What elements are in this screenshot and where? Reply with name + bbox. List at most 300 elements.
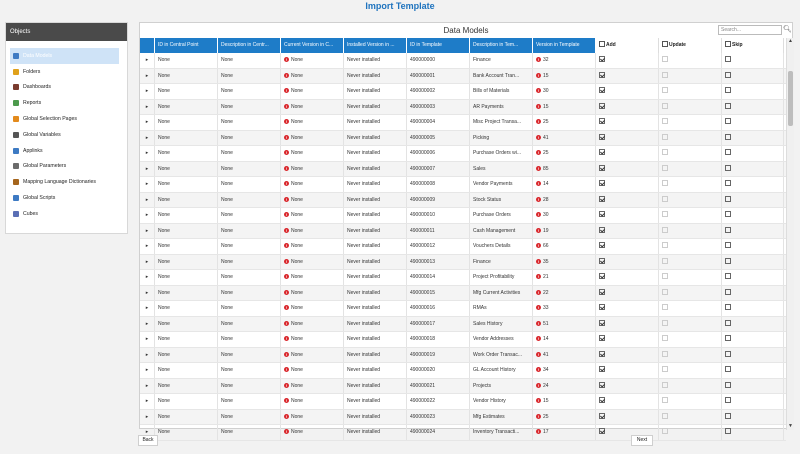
add-cell	[596, 332, 659, 347]
skip-checkbox[interactable]	[725, 196, 731, 202]
expand-row-icon[interactable]: ▸	[140, 286, 155, 301]
version-template-value: 15	[543, 72, 549, 79]
skip-checkbox[interactable]	[725, 273, 731, 279]
column-id-central[interactable]: ID in Central Point	[155, 38, 218, 53]
skip-checkbox[interactable]	[725, 211, 731, 217]
warning-icon: !	[285, 274, 288, 279]
scroll-up-icon[interactable]: ▲	[788, 38, 793, 44]
back-button[interactable]: Back	[138, 435, 158, 446]
id-central-cell: None	[155, 193, 218, 208]
add-cell	[596, 394, 659, 409]
skip-checkbox[interactable]	[725, 134, 731, 140]
desc-template-cell: Vouchers Details	[470, 239, 533, 254]
skip-cell	[722, 348, 784, 363]
version-template-value: 19	[543, 227, 549, 234]
id-central-cell: None	[155, 69, 218, 84]
update-checkbox	[662, 413, 668, 419]
warning-icon: !	[285, 382, 288, 388]
add-checkbox[interactable]	[599, 289, 605, 295]
add-checkbox[interactable]	[599, 134, 605, 140]
skip-checkbox[interactable]	[725, 227, 731, 233]
update-checkbox	[662, 211, 668, 217]
sidebar-item-label: Mapping Language Dictionaries	[23, 179, 96, 186]
current-version-value: None	[291, 429, 303, 435]
current-version-cell	[281, 115, 344, 130]
sidebar-item-global-variables[interactable]	[6, 127, 127, 143]
skip-checkbox[interactable]	[725, 258, 731, 264]
update-checkbox	[662, 118, 668, 124]
warning-icon: !	[537, 289, 540, 295]
expand-row-icon[interactable]: ▸	[140, 193, 155, 208]
installed-version-cell: Never installed	[344, 270, 407, 285]
update-checkbox	[662, 165, 668, 171]
add-checkbox[interactable]	[599, 335, 605, 341]
expand-column-header	[140, 38, 155, 53]
skip-checkbox[interactable]	[725, 397, 731, 403]
table-row[interactable]	[140, 348, 786, 364]
warning-icon: !	[285, 165, 288, 171]
expand-row-icon[interactable]: ▸	[140, 425, 155, 440]
table-row[interactable]	[140, 239, 786, 255]
id-central-cell: None	[155, 177, 218, 192]
update-cell	[659, 131, 722, 146]
update-checkbox	[662, 149, 668, 155]
add-cell	[596, 177, 659, 192]
current-version-cell	[281, 379, 344, 394]
sidebar-item-global-parameters[interactable]	[6, 159, 127, 175]
expand-row-icon[interactable]: ▸	[140, 363, 155, 378]
id-central-cell: None	[155, 425, 218, 440]
update-cell	[659, 363, 722, 378]
add-checkbox[interactable]	[599, 72, 605, 78]
table-row[interactable]	[140, 162, 786, 178]
update-checkbox	[662, 87, 668, 93]
id-template-cell: 490000009	[407, 193, 470, 208]
skip-checkbox[interactable]	[725, 335, 731, 341]
add-checkbox[interactable]	[599, 351, 605, 357]
update-cell	[659, 301, 722, 316]
add-checkbox[interactable]	[599, 366, 605, 372]
installed-version-cell: Never installed	[344, 69, 407, 84]
skip-cell	[722, 410, 784, 425]
desc-template-cell: Bank Account Tran...	[470, 69, 533, 84]
desc-template-cell: RMAs	[470, 301, 533, 316]
warning-icon: !	[537, 336, 540, 341]
objects-sidebar	[5, 22, 128, 234]
installed-version-cell: Never installed	[344, 239, 407, 254]
warning-icon: !	[285, 181, 288, 186]
warning-icon: !	[537, 165, 540, 171]
table-row[interactable]	[140, 270, 786, 286]
expand-row-icon[interactable]: ▸	[140, 270, 155, 285]
expand-row-icon[interactable]: ▸	[140, 146, 155, 161]
current-version-cell	[281, 410, 344, 425]
scroll-down-icon[interactable]: ▼	[788, 423, 793, 429]
table-row[interactable]	[140, 131, 786, 147]
id-central-cell: None	[155, 379, 218, 394]
skip-checkbox[interactable]	[725, 87, 731, 93]
sidebar-item-reports[interactable]	[6, 95, 127, 111]
skip-checkbox[interactable]	[725, 413, 731, 419]
column-installed-version[interactable]: Installed Version in ...	[344, 38, 407, 53]
update-checkbox	[662, 72, 668, 78]
update-cell	[659, 177, 722, 192]
table-row[interactable]	[140, 317, 786, 333]
skip-checkbox[interactable]	[725, 149, 731, 155]
add-cell	[596, 146, 659, 161]
skip-checkbox[interactable]	[725, 382, 731, 388]
add-checkbox[interactable]	[599, 428, 605, 434]
warning-icon: !	[285, 150, 288, 155]
warning-icon: !	[285, 57, 288, 62]
current-version-cell	[281, 239, 344, 254]
desc-central-cell: None	[218, 332, 281, 347]
add-checkbox[interactable]	[599, 103, 605, 109]
warning-icon: !	[537, 57, 540, 62]
add-checkbox[interactable]	[599, 180, 605, 186]
add-checkbox[interactable]	[599, 211, 605, 217]
version-template-cell	[533, 332, 596, 347]
search-icon[interactable]: 🔍︎	[783, 26, 792, 33]
table-row[interactable]	[140, 332, 786, 348]
add-checkbox[interactable]	[599, 149, 605, 155]
warning-icon: !	[285, 398, 288, 403]
skip-cell	[722, 239, 784, 254]
update-checkbox	[662, 351, 668, 357]
skip-checkbox[interactable]	[725, 72, 731, 78]
id-template-cell: 490000024	[407, 425, 470, 440]
update-checkbox	[662, 56, 668, 62]
add-checkbox[interactable]	[599, 304, 605, 310]
version-template-cell	[533, 224, 596, 239]
desc-central-cell: None	[218, 239, 281, 254]
scripts-icon	[13, 195, 19, 201]
current-version-value: None	[291, 165, 303, 172]
desc-central-cell: None	[218, 425, 281, 440]
column-skip[interactable]	[722, 38, 784, 53]
desc-template-cell: Stock Status	[470, 193, 533, 208]
id-template-cell: 490000015	[407, 286, 470, 301]
skip-checkbox[interactable]	[725, 320, 731, 326]
installed-version-cell: Never installed	[344, 379, 407, 394]
desc-template-cell: Project Profitability	[470, 270, 533, 285]
table-row[interactable]	[140, 363, 786, 379]
desc-template-cell: Mfg Estimates	[470, 410, 533, 425]
desc-template-cell: Finance	[470, 255, 533, 270]
current-version-cell	[281, 394, 344, 409]
table-row[interactable]	[140, 255, 786, 271]
applinks-icon	[13, 148, 19, 154]
add-checkbox[interactable]	[599, 87, 605, 93]
add-checkbox[interactable]	[599, 258, 605, 264]
version-template-cell	[533, 53, 596, 68]
desc-template-cell: Picking	[470, 131, 533, 146]
table-row[interactable]	[140, 208, 786, 224]
expand-row-icon[interactable]: ▸	[140, 255, 155, 270]
add-checkbox[interactable]	[599, 413, 605, 419]
update-cell	[659, 239, 722, 254]
desc-central-cell: None	[218, 255, 281, 270]
sidebar-header: Objects	[6, 23, 127, 41]
desc-central-cell: None	[218, 100, 281, 115]
add-all-checkbox[interactable]	[599, 41, 605, 47]
update-cell	[659, 286, 722, 301]
expand-row-icon[interactable]: ▸	[140, 100, 155, 115]
table-row[interactable]	[140, 224, 786, 240]
table-row[interactable]	[140, 286, 786, 302]
column-add[interactable]	[596, 38, 659, 53]
skip-checkbox[interactable]	[725, 56, 731, 62]
sidebar-item-label: Applinks	[23, 147, 43, 154]
expand-row-icon[interactable]: ▸	[140, 410, 155, 425]
id-template-cell: 490000008	[407, 177, 470, 192]
current-version-cell	[281, 224, 344, 239]
id-central-cell: None	[155, 332, 218, 347]
add-checkbox[interactable]	[599, 118, 605, 124]
desc-central-cell: None	[218, 53, 281, 68]
sidebar-item-data-models[interactable]	[10, 48, 119, 64]
desc-template-cell: Purchase Orders	[470, 208, 533, 223]
warning-icon: !	[285, 289, 288, 295]
installed-version-cell: Never installed	[344, 363, 407, 378]
current-version-cell	[281, 270, 344, 285]
installed-version-cell: Never installed	[344, 162, 407, 177]
current-version-value: None	[291, 382, 303, 389]
add-cell	[596, 162, 659, 177]
warning-icon: !	[285, 72, 288, 78]
add-cell	[596, 100, 659, 115]
skip-checkbox[interactable]	[725, 242, 731, 248]
desc-template-cell: Mfg Current Activities	[470, 286, 533, 301]
expand-row-icon[interactable]: ▸	[140, 177, 155, 192]
table-row[interactable]	[140, 301, 786, 317]
skip-checkbox[interactable]	[725, 289, 731, 295]
current-version-value: None	[291, 398, 303, 404]
update-cell	[659, 270, 722, 285]
desc-template-cell: GL Account History	[470, 363, 533, 378]
expand-row-icon[interactable]: ▸	[140, 53, 155, 68]
vertical-scrollbar[interactable]	[786, 38, 794, 430]
skip-all-checkbox[interactable]	[725, 41, 731, 47]
version-template-cell	[533, 193, 596, 208]
skip-cell	[722, 84, 784, 99]
update-checkbox	[662, 382, 668, 388]
expand-row-icon[interactable]: ▸	[140, 348, 155, 363]
table-row[interactable]	[140, 379, 786, 395]
sidebar-item-cubes[interactable]	[6, 206, 127, 222]
warning-icon: !	[285, 227, 288, 233]
sidebar-item-label: Global Selection Pages	[23, 116, 77, 123]
current-version-value: None	[291, 88, 303, 94]
id-central-cell: None	[155, 317, 218, 332]
id-template-cell: 490000000	[407, 53, 470, 68]
add-cell	[596, 193, 659, 208]
table-row[interactable]	[140, 84, 786, 100]
skip-checkbox[interactable]	[725, 366, 731, 372]
expand-row-icon[interactable]: ▸	[140, 162, 155, 177]
add-checkbox[interactable]	[599, 397, 605, 403]
table-row[interactable]	[140, 425, 786, 441]
id-template-cell: 490000006	[407, 146, 470, 161]
add-checkbox[interactable]	[599, 242, 605, 248]
skip-checkbox[interactable]	[725, 180, 731, 186]
table-row[interactable]	[140, 53, 786, 69]
add-cell	[596, 410, 659, 425]
skip-cell	[722, 224, 784, 239]
add-cell	[596, 379, 659, 394]
update-checkbox	[662, 227, 668, 233]
update-all-checkbox[interactable]	[662, 41, 668, 47]
id-template-cell: 490000007	[407, 162, 470, 177]
next-button[interactable]: Next	[631, 435, 653, 446]
current-version-cell	[281, 332, 344, 347]
add-checkbox[interactable]	[599, 382, 605, 388]
add-checkbox[interactable]	[599, 320, 605, 326]
id-central-cell: None	[155, 208, 218, 223]
skip-checkbox[interactable]	[725, 351, 731, 357]
version-template-value: 32	[543, 57, 549, 63]
sidebar-item-label: Global Variables	[23, 131, 61, 138]
table-row[interactable]	[140, 193, 786, 209]
skip-checkbox[interactable]	[725, 118, 731, 124]
expand-row-icon[interactable]: ▸	[140, 332, 155, 347]
version-template-cell	[533, 286, 596, 301]
skip-checkbox[interactable]	[725, 304, 731, 310]
version-template-value: 34	[543, 367, 549, 373]
expand-row-icon[interactable]: ▸	[140, 69, 155, 84]
add-checkbox[interactable]	[599, 227, 605, 233]
version-template-cell	[533, 84, 596, 99]
desc-central-cell: None	[218, 115, 281, 130]
installed-version-cell: Never installed	[344, 115, 407, 130]
sidebar-item-folders[interactable]	[6, 64, 127, 80]
desc-template-cell: Vendor Payments	[470, 177, 533, 192]
expand-row-icon[interactable]: ▸	[140, 317, 155, 332]
update-cell	[659, 53, 722, 68]
table-row[interactable]	[140, 410, 786, 426]
warning-icon: !	[537, 413, 540, 419]
warning-icon: !	[285, 258, 288, 264]
version-template-cell	[533, 162, 596, 177]
column-id-template[interactable]: ID in Template	[407, 38, 470, 53]
add-cell	[596, 115, 659, 130]
expand-row-icon[interactable]: ▸	[140, 84, 155, 99]
warning-icon: !	[285, 336, 288, 341]
table-row[interactable]	[140, 177, 786, 193]
installed-version-cell: Never installed	[344, 317, 407, 332]
sidebar-item-dashboards[interactable]	[6, 80, 127, 96]
add-cell	[596, 53, 659, 68]
version-template-cell	[533, 208, 596, 223]
table-row[interactable]	[140, 115, 786, 131]
skip-checkbox[interactable]	[725, 165, 731, 171]
warning-icon: !	[537, 103, 540, 109]
update-cell	[659, 84, 722, 99]
current-version-cell	[281, 286, 344, 301]
update-checkbox	[662, 134, 668, 140]
update-cell	[659, 146, 722, 161]
add-checkbox[interactable]	[599, 165, 605, 171]
update-checkbox	[662, 335, 668, 341]
version-template-cell	[533, 146, 596, 161]
skip-checkbox[interactable]	[725, 428, 731, 434]
desc-central-cell: None	[218, 363, 281, 378]
expand-row-icon[interactable]: ▸	[140, 301, 155, 316]
version-template-cell	[533, 270, 596, 285]
sidebar-item-mapping-language-dictionaries[interactable]	[6, 174, 127, 190]
table-body	[140, 53, 786, 435]
table-row[interactable]	[140, 100, 786, 116]
update-checkbox	[662, 242, 668, 248]
skip-cell	[722, 162, 784, 177]
expand-row-icon[interactable]: ▸	[140, 394, 155, 409]
table-row[interactable]	[140, 69, 786, 85]
column-desc-template[interactable]: Description in Tem...	[470, 38, 533, 53]
warning-icon: !	[285, 119, 288, 124]
current-version-value: None	[291, 119, 303, 125]
column-version-template[interactable]: Version in Template	[533, 38, 596, 53]
scrollbar-thumb[interactable]	[788, 71, 793, 126]
column-desc-central[interactable]: Description in Centr...	[218, 38, 281, 53]
warning-icon: !	[537, 212, 540, 217]
update-checkbox	[662, 289, 668, 295]
add-checkbox[interactable]	[599, 196, 605, 202]
current-version-value: None	[291, 103, 303, 110]
table-row[interactable]	[140, 394, 786, 410]
search-input[interactable]: Search...	[718, 25, 782, 35]
desc-template-cell: Sales	[470, 162, 533, 177]
expand-row-icon[interactable]: ▸	[140, 224, 155, 239]
skip-cell	[722, 286, 784, 301]
add-checkbox[interactable]	[599, 273, 605, 279]
update-cell	[659, 379, 722, 394]
desc-template-cell: Inventory Transacti...	[470, 425, 533, 440]
add-checkbox[interactable]	[599, 56, 605, 62]
expand-row-icon[interactable]: ▸	[140, 208, 155, 223]
expand-row-icon[interactable]: ▸	[140, 115, 155, 130]
id-template-cell: 490000013	[407, 255, 470, 270]
warning-icon: !	[537, 72, 540, 78]
column-update[interactable]	[659, 38, 722, 53]
id-central-cell: None	[155, 162, 218, 177]
warning-icon: !	[285, 212, 288, 217]
sidebar-item-applinks[interactable]	[6, 143, 127, 159]
expand-row-icon[interactable]: ▸	[140, 131, 155, 146]
skip-checkbox[interactable]	[725, 103, 731, 109]
version-template-value: 25	[543, 150, 549, 156]
update-cell	[659, 317, 722, 332]
warning-icon: !	[537, 367, 540, 372]
expand-row-icon[interactable]: ▸	[140, 239, 155, 254]
id-template-cell: 490000010	[407, 208, 470, 223]
warning-icon: !	[285, 196, 288, 202]
id-central-cell: None	[155, 363, 218, 378]
warning-icon: !	[537, 150, 540, 155]
id-template-cell: 490000016	[407, 301, 470, 316]
id-central-cell: None	[155, 410, 218, 425]
update-checkbox	[662, 180, 668, 186]
version-template-value: 35	[543, 258, 549, 265]
skip-cell	[722, 100, 784, 115]
warning-icon: !	[537, 382, 540, 388]
desc-central-cell: None	[218, 146, 281, 161]
expand-row-icon[interactable]: ▸	[140, 379, 155, 394]
add-cell	[596, 84, 659, 99]
sidebar-item-global-scripts[interactable]	[6, 190, 127, 206]
column-current-version[interactable]: Current Version in C...	[281, 38, 344, 53]
table-row[interactable]	[140, 146, 786, 162]
sidebar-item-global-selection-pages[interactable]	[6, 111, 127, 127]
